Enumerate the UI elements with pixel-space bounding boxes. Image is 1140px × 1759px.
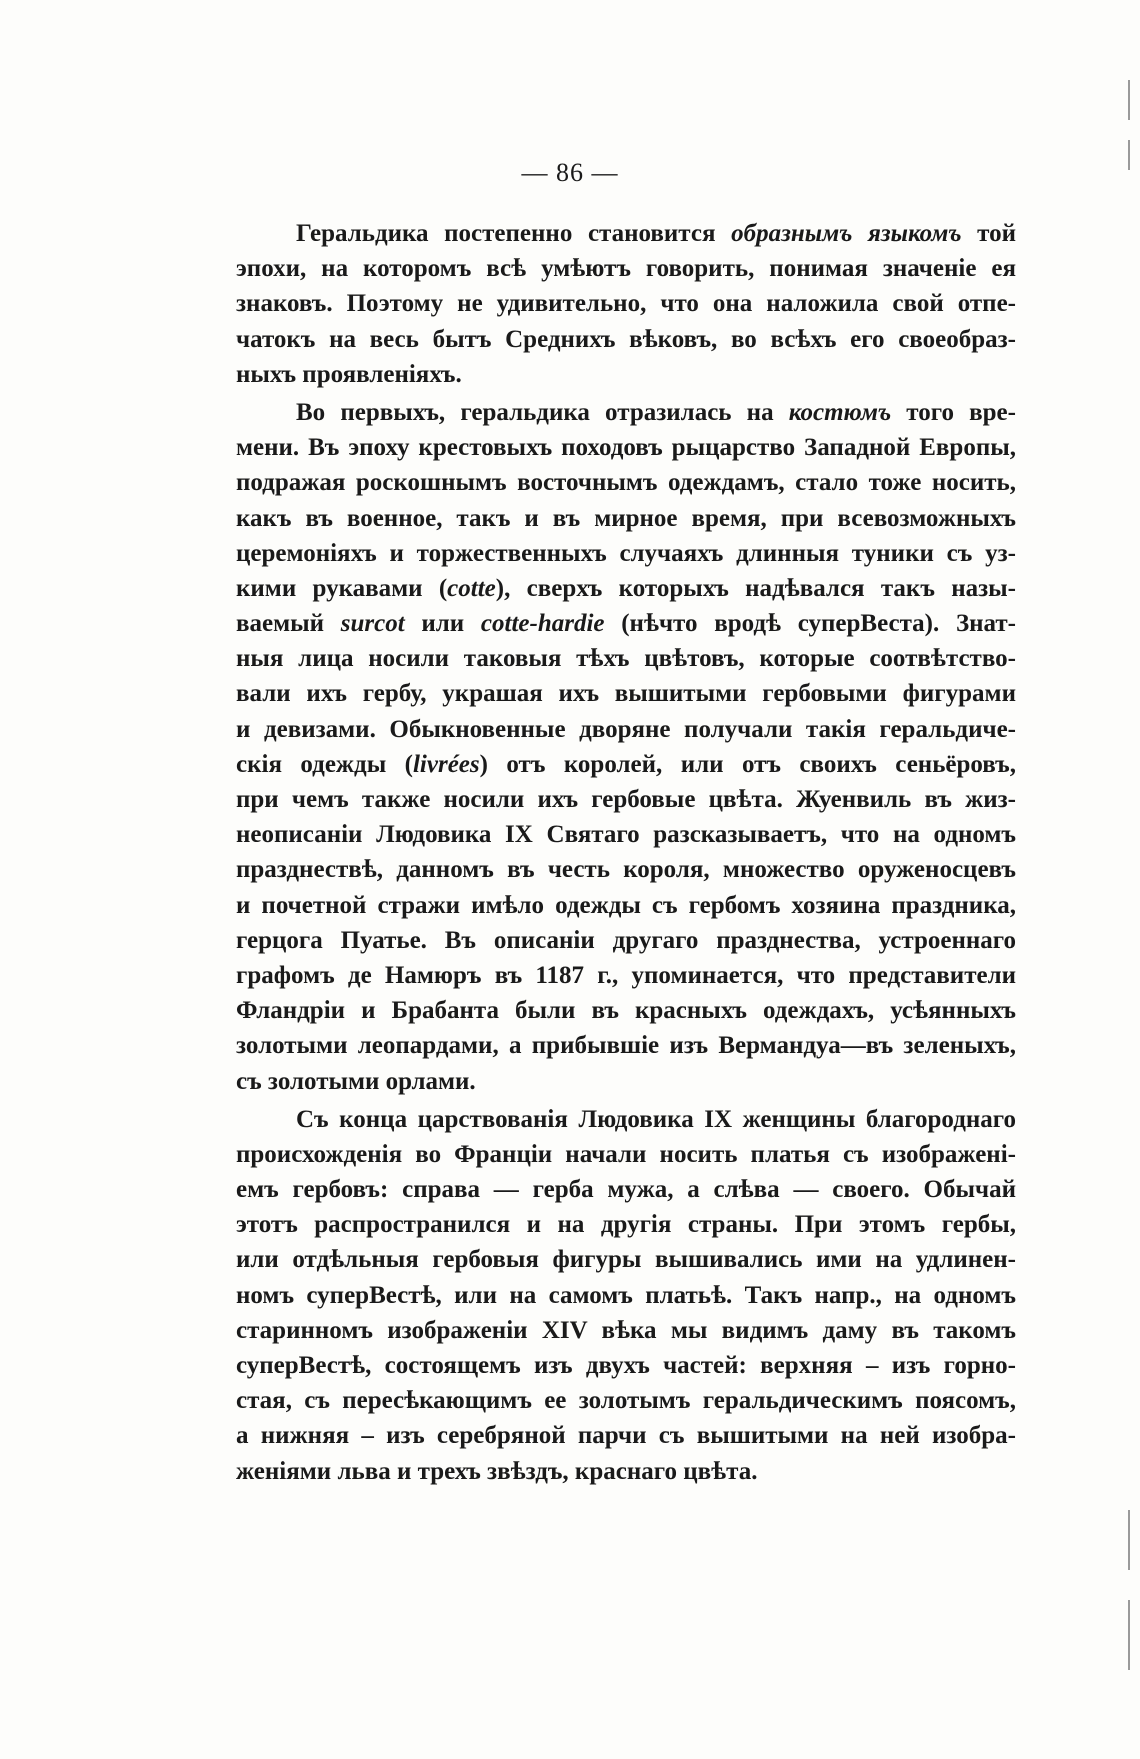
text-line: [236, 216, 1016, 251]
text-line: [236, 501, 1016, 536]
text-line: [236, 286, 1016, 321]
text-run: графомъ де Намюръ въ 1187 г., упоминается, что представители: [236, 961, 1016, 989]
paragraph: [236, 395, 1016, 1099]
text-line: [236, 465, 1016, 500]
text-run: стая, съ пересѣкающимъ ее золотымъ геральдическимъ поясомъ,: [236, 1387, 1016, 1415]
text-run: а нижняя – изъ серебряной парчи съ вышитыми на ней изобра-: [236, 1422, 1016, 1450]
text-run: ) отъ королей, или отъ своихъ сеньёровъ,: [479, 750, 1016, 778]
text-run: празднествѣ, данномъ въ честь короля, множество оруженосцевъ: [236, 856, 1016, 884]
italic-term: образнымъ языкомъ: [731, 220, 962, 247]
text-line: [236, 430, 1016, 465]
text-line: [236, 322, 1016, 357]
text-run: Фландріи и Брабанта были въ красныхъ одеждахъ, усѣянныхъ: [236, 997, 1016, 1025]
text-line: [236, 1454, 1016, 1489]
text-line: [236, 1064, 1016, 1099]
text-run: этотъ распространился и на другія страны. При этомъ гербы,: [236, 1211, 1016, 1239]
italic-term: surcot: [340, 610, 405, 638]
page-edge-mark: [1128, 140, 1130, 170]
page-edge-mark: [1128, 1510, 1130, 1570]
text-line: [236, 536, 1016, 571]
text-run: ныя лица носили таковыя тѣхъ цвѣтовъ, которые соотвѣтство-: [236, 645, 1016, 673]
text-run: (нѣчто вродѣ суперВеста). Знат-: [604, 610, 1016, 638]
text-run: при чемъ также носили ихъ гербовые цвѣта. Жуенвиль въ жиз-: [236, 786, 1016, 813]
text-run: суперВестѣ, состоящемъ изъ двухъ частей: верхняя – изъ горно-: [236, 1352, 1016, 1379]
text-run: неописаніи Людовика IX Святаго разсказываетъ, что на одномъ: [236, 821, 1016, 849]
text-run: какъ въ военное, такъ и въ мирное время, при всевозможныхъ: [236, 504, 1016, 532]
text-run: герцога Пуатье. Въ описаніи другаго празднества, устроеннаго: [236, 926, 1016, 954]
text-line: [236, 676, 1016, 711]
italic-term: cotte-hardie: [480, 610, 605, 638]
text-line: [236, 712, 1016, 747]
text-run: церемоніяхъ и торжественныхъ случаяхъ длинныя туники съ уз-: [236, 539, 1016, 567]
page-number: — 86 —: [521, 158, 619, 187]
text-line: [236, 1028, 1016, 1063]
text-run: кими рукавами (: [236, 574, 448, 602]
text-run: той: [961, 220, 1016, 247]
text-run: знаковъ. Поэтому не удивительно, что она наложила свой отпе-: [236, 290, 1016, 318]
text-line: [236, 888, 1016, 923]
text-line: [236, 747, 1016, 782]
text-line: [236, 1383, 1016, 1418]
text-run: Геральдика постепенно становится: [296, 220, 732, 247]
text-line: [236, 1242, 1016, 1277]
text-run: чатокъ на весь бытъ Среднихъ вѣковъ, во всѣхъ его своеобраз-: [236, 325, 1016, 353]
text-line: [236, 571, 1016, 606]
text-run: скія одежды (: [236, 750, 413, 778]
page-edge-mark: [1128, 80, 1130, 120]
text-line: [236, 1102, 1016, 1137]
text-line: [236, 1348, 1016, 1383]
text-run: и почетной стражи имѣло одежды съ гербомъ хозяина праздника,: [236, 891, 1016, 919]
paragraph: [236, 216, 1016, 392]
text-line: [236, 251, 1016, 286]
text-run: ), сверхъ которыхъ надѣвался такъ назы-: [495, 574, 1016, 602]
text-run: вали ихъ гербу, украшая ихъ вышитыми гербовыми фигурами: [236, 680, 1016, 708]
text-run: Съ конца царствованія Людовика IX женщины благороднаго: [296, 1105, 1016, 1133]
page-edge-mark: [1128, 1600, 1130, 1670]
text-run: емъ гербовъ: справа — герба мужа, а слѣва — своего. Обычай: [236, 1176, 1016, 1204]
text-run: номъ суперВестѣ, или на самомъ платьѣ. Такъ напр., на одномъ: [236, 1281, 1016, 1309]
text-line: [236, 395, 1016, 430]
text-line: [236, 993, 1016, 1028]
text-run: ныхъ проявленіяхъ.: [236, 360, 462, 388]
text-line: [236, 817, 1016, 852]
text-line: [236, 923, 1016, 958]
paragraph: [236, 1102, 1016, 1489]
text-line: [236, 852, 1016, 887]
body-text: [236, 216, 1016, 1489]
text-run: или отдѣльныя гербовыя фигуры вышивались ими на удлинен-: [236, 1246, 1016, 1274]
text-line: [236, 1418, 1016, 1453]
text-line: [236, 1137, 1016, 1172]
text-run: происхожденія во Франціи начали носить платья съ изображені-: [236, 1140, 1016, 1168]
text-line: [236, 606, 1016, 641]
italic-term: livrées: [412, 750, 480, 778]
text-line: [236, 782, 1016, 817]
text-line: [236, 1172, 1016, 1207]
italic-term: cotte: [447, 574, 496, 602]
italic-term: костюмъ: [788, 398, 892, 426]
text-line: [236, 641, 1016, 676]
text-line: [236, 958, 1016, 993]
text-run: или: [404, 610, 481, 638]
text-run: женіями льва и трехъ звѣздъ, краснаго цвѣта.: [236, 1457, 758, 1485]
text-run: золотыми леопардами, а прибывшіе изъ Вермандуа—въ зеленыхъ,: [236, 1032, 1016, 1060]
text-run: ваемый: [236, 610, 341, 638]
text-run: того вре-: [891, 398, 1016, 426]
text-run: мени. Въ эпоху крестовыхъ походовъ рыцарство Западной Европы,: [236, 434, 1016, 462]
text-run: Во первыхъ, геральдика отразилась на: [296, 398, 789, 426]
text-run: и девизами. Обыкновенные дворяне получали такія геральдиче-: [236, 715, 1016, 743]
text-run: съ золотыми орлами.: [236, 1067, 476, 1095]
text-line: [236, 1313, 1016, 1348]
text-line: [236, 1278, 1016, 1313]
text-line: [236, 357, 1016, 392]
text-run: старинномъ изображеніи XIV вѣка мы видимъ даму въ такомъ: [236, 1316, 1016, 1344]
text-run: подражая роскошнымъ восточнымъ одеждамъ, стало тоже носить,: [236, 469, 1016, 497]
text-run: эпохи, на которомъ всѣ умѣютъ говорить, понимая значеніе ея: [236, 255, 1016, 283]
text-line: [236, 1207, 1016, 1242]
